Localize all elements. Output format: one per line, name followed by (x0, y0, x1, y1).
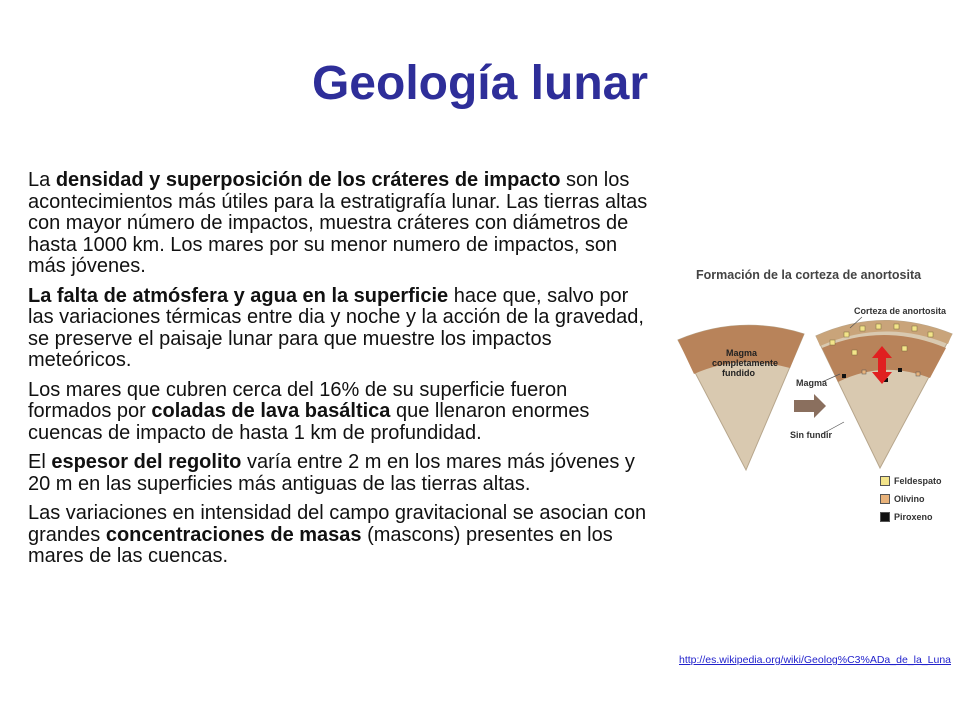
transition-arrow (794, 394, 826, 418)
label-magma-full-2: completamente (712, 358, 779, 368)
slide-body (28, 170, 656, 576)
text-run: varía entre 2 m en los mares más jóvenes y 20 m en las superficies más antiguas de las tierras altas. (28, 451, 635, 495)
text-run: hace que, salvo por las variaciones térmicas entre dia y noche y la acción de la gravedad, se preserve el paisaje lunar para que muestre los impactos meteóricos. (28, 284, 644, 371)
paragraph-atmosphere (28, 286, 656, 372)
paragraph-mascons (28, 503, 656, 568)
legend-item-olivine (880, 490, 942, 508)
legend-label: Feldespato (894, 476, 942, 486)
text-run: El (28, 451, 52, 473)
bold-text-run: concentraciones de masas (105, 523, 362, 546)
bold-text-run: La falta de atmósfera y agua en la superficie (28, 284, 449, 307)
text-run: (mascons) presentes en los mares de las cuencas. (28, 523, 613, 567)
bold-text-run: densidad y superposición de los cráteres de impacto (55, 169, 561, 191)
text-run: La (28, 169, 56, 191)
figure-title: Formación de la corteza de anortosita (696, 268, 922, 282)
label-unmelted: Sin fundir (790, 430, 832, 440)
text-run: que llenaron enormes cuencas de impacto de hasta 1 km de profundidad. (28, 400, 590, 444)
label-magma: Magma (796, 378, 828, 388)
anorthosite-crust-figure (672, 262, 958, 534)
label-crust: Corteza de anortosita (854, 306, 947, 316)
label-magma-full-1: Magma (726, 348, 758, 358)
feldspar-swatch (880, 476, 890, 486)
legend-item-feldspar (880, 472, 942, 490)
text-run: Las variaciones en intensidad del campo gravitacional se asocian con grandes (28, 502, 647, 546)
olivine-swatch (880, 494, 890, 504)
label-magma-full-3: fundido (722, 368, 755, 378)
paragraph-regolith (28, 452, 656, 495)
paragraph-crater-density (28, 170, 656, 278)
figure-legend (880, 472, 942, 526)
legend-item-pyroxene (880, 508, 942, 526)
bold-text-run: coladas de lava basáltica (151, 400, 391, 422)
text-run: son los acontecimientos más útiles para la estratigrafía lunar. Las tierras altas con mayor número de impactos, muestra cráteres con diámetros de hasta 1000 km. Los mares por su menor numero de impactos, son más jóvenes. (28, 169, 648, 277)
text-run: Los mares que cubren cerca del 16% de su superficie fueron formados por (28, 378, 568, 422)
source-link[interactable]: http://es.wikipedia.org/wiki/Geolog%C3%ADa_de_la_Luna (679, 654, 951, 666)
slide-title: Geología lunar (311, 57, 649, 110)
legend-label: Piroxeno (894, 512, 933, 522)
pyroxene-swatch (880, 512, 890, 522)
bold-text-run: espesor del regolito (51, 451, 242, 473)
legend-label: Olivino (894, 494, 925, 504)
paragraph-maria (28, 380, 656, 445)
